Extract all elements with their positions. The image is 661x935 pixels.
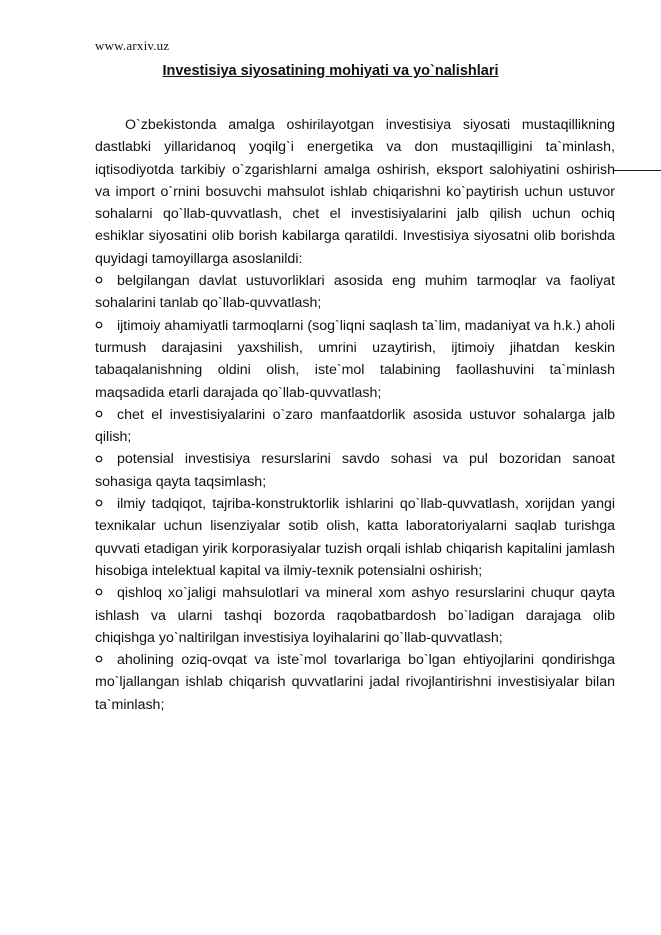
bullet-text: potensial investisiya resurslarini savdo sohasi va pul bozoridan sanoat sohasiga qayta taqsimlash; (95, 451, 615, 490)
bullet-text: aholining oziq-ovqat va iste`mol tovarlariga bo`lgan ehtiyojlarini qondirishga mo`ljallangan ishlab chiqarish quvvatlarini jadal rivojlantirishni investisiyalar bilan ta`minlash; (95, 652, 615, 713)
hollow-circle-bullet-icon (95, 493, 117, 515)
bullet-item (95, 649, 615, 716)
site-url: www.arxiv.uz (95, 38, 170, 53)
bullet-item (95, 270, 615, 315)
hollow-circle-bullet-icon (95, 315, 117, 337)
document-body (95, 114, 615, 716)
hollow-circle-bullet-icon (95, 448, 117, 470)
bullet-item (95, 493, 615, 582)
document-title: Investisiya siyosatining mohiyati va yo`nalishlari (162, 63, 499, 79)
bullet-item (95, 404, 615, 449)
bullet-text: ijtimoiy ahamiyatli tarmoqlarni (sog`liqni saqlash ta`lim, madaniyat va h.k.) aholi turmush darajasini yaxshilish, umrini uzaytirish, ijtimoiy jihatdan keskin tabaqalanishning oldini olish, iste`mol talabining faollashuvini ta`minlash maqsadida etarli darajada qo`llab-quvvatlash; (95, 317, 615, 401)
bullet-item (95, 315, 615, 404)
hollow-circle-bullet-icon (95, 582, 117, 604)
bullet-text: qishloq xo`jaligi mahsulotlari va mineral xom ashyo resurslarini chuqur qayta ishlash va ularni tashqi bozorda raqobatbardosh bo`ladigan darajaga olib chiqishga yo`naltirilgan investisiya loyihalarini qo`llab-quvvatlash; (95, 585, 615, 646)
bullet-text: ilmiy tadqiqot, tajriba-konstruktorlik ishlarini qo`llab-quvvatlash, xorijdan yangi texnikalar uchun lisenziyalar sotib olish, katta laboratoriyalarni saqlab turishga quvvati etadigan yirik korporasiyalar tuzish orqali ishlab chiqarish kapitalini jamlash hisobiga intelektual kapital va ilmiy-texnik potensialni oshirish; (95, 496, 615, 579)
hollow-circle-bullet-icon (95, 649, 117, 671)
bullet-text: belgilangan davlat ustuvorliklari asosida eng muhim tarmoqlar va faoliyat sohalarini tanlab qo`llab-quvvatlash; (95, 273, 615, 312)
hollow-circle-bullet-icon (95, 270, 117, 292)
margin-rule (614, 170, 661, 171)
bullet-item (95, 582, 615, 649)
intro-paragraph: O`zbekistonda amalga oshirilayotgan investisiya siyosati mustaqillikning dastlabki yillaridanoq yoqilg`i energetika va don mustaqilligini ta`minlash, iqtisodiyotda tarkibiy o`zgarishlarni amalga oshirish, eksport salohiyatini oshirish va import o`rnini bosuvchi mahsulot ishlab chiqarishni ko`paytirish uchun ustuvor sohalarni qo`llab-quvvatlash, chet el investisiyalarini jalb qilish uchun ochiq eshiklar siyosatini olib borish kabilarga qaratildi. Investisiya siyosatni olib borishda quyidagi tamoyillarga asoslanildi: (95, 117, 615, 267)
bullet-item (95, 448, 615, 493)
bullet-text: chet el investisiyalarini o`zaro manfaatdorlik asosida ustuvor sohalarga jalb qilish; (95, 406, 615, 446)
hollow-circle-bullet-icon (95, 404, 117, 426)
